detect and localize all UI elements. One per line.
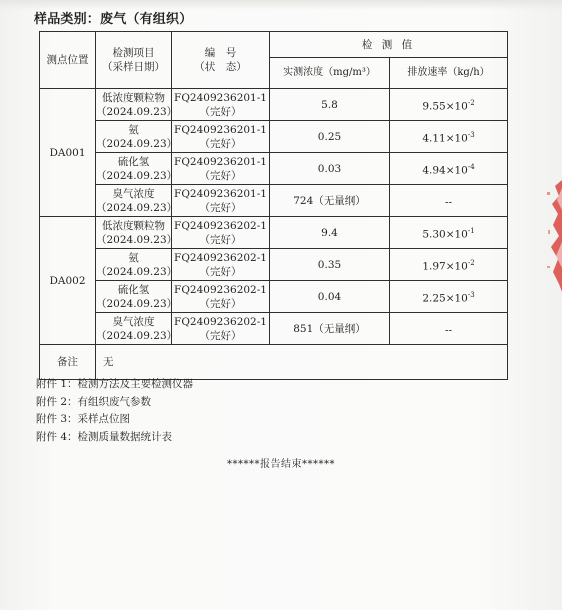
table-row bbox=[40, 313, 508, 345]
rate-cell bbox=[390, 153, 508, 185]
header-code-line1: 编 号 bbox=[204, 47, 237, 59]
rate-cell bbox=[390, 89, 508, 121]
code-cell bbox=[172, 249, 270, 281]
sample-code: FQ2409236201-1 bbox=[174, 155, 267, 168]
rate-exponent: -3 bbox=[467, 290, 475, 299]
rate-mantissa: -- bbox=[444, 324, 453, 337]
rate-exponent: -4 bbox=[467, 162, 475, 171]
code-cell bbox=[172, 281, 270, 313]
item-cell bbox=[96, 313, 178, 345]
header-item-line2: （采样日期） bbox=[102, 61, 165, 73]
item-name: 氨 bbox=[128, 251, 139, 264]
item-name: 氨 bbox=[128, 123, 139, 136]
table-row bbox=[40, 185, 508, 217]
item-cell bbox=[96, 153, 178, 185]
rate-exponent: -2 bbox=[467, 258, 475, 267]
rate-cell bbox=[390, 313, 508, 345]
header-concentration: 实测浓度（mg/m³） bbox=[270, 58, 390, 89]
item-cell bbox=[96, 121, 178, 153]
header-value-group: 检 测 值 bbox=[270, 32, 508, 58]
sample-code: FQ2409236202-1 bbox=[174, 219, 267, 232]
item-cell bbox=[96, 249, 178, 281]
sample-code: FQ2409236202-1 bbox=[174, 315, 267, 328]
item-name: 臭气浓度 bbox=[112, 187, 155, 200]
table-row bbox=[40, 281, 508, 313]
rate-mantissa: 9.55×10 bbox=[422, 100, 468, 113]
item-date: （2024.09.23） bbox=[96, 265, 178, 278]
sample-code: FQ2409236202-1 bbox=[174, 251, 267, 264]
rate-cell bbox=[390, 217, 508, 249]
header-rate: 排放速率（kg/h） bbox=[390, 58, 508, 89]
concentration-cell: 0.04 bbox=[270, 281, 390, 313]
attachment-item: 附件 2：有组织废气参数 bbox=[36, 395, 152, 408]
sample-status: （完好） bbox=[199, 297, 242, 310]
table-row bbox=[40, 121, 508, 153]
item-cell bbox=[96, 217, 178, 249]
concentration-cell: 9.4 bbox=[270, 217, 390, 249]
code-cell bbox=[172, 153, 270, 185]
concentration-cell: 724（无量纲） bbox=[270, 185, 390, 217]
rate-cell bbox=[390, 249, 508, 281]
code-cell bbox=[172, 185, 270, 217]
header-item bbox=[96, 32, 172, 89]
table-header-row-1 bbox=[40, 32, 508, 58]
sample-status: （完好） bbox=[199, 329, 242, 342]
item-name: 硫化氢 bbox=[117, 283, 150, 296]
item-cell bbox=[96, 89, 178, 121]
sample-code: FQ2409236202-1 bbox=[174, 283, 267, 296]
code-cell bbox=[172, 313, 270, 345]
concentration-cell: 0.03 bbox=[270, 153, 390, 185]
sample-status: （完好） bbox=[199, 265, 242, 278]
point-cell-da001: DA001 bbox=[40, 89, 96, 217]
rate-cell bbox=[390, 185, 508, 217]
sample-status: （完好） bbox=[199, 233, 242, 246]
sample-category-title: 样品类别：废气（有组织） bbox=[34, 12, 193, 27]
note-value: 无 bbox=[96, 345, 508, 380]
header-item-line1: 检测项目 bbox=[112, 47, 155, 59]
concentration-cell: 0.35 bbox=[270, 249, 390, 281]
item-date: （2024.09.23） bbox=[96, 169, 178, 182]
table-row bbox=[40, 249, 508, 281]
rate-mantissa: 4.94×10 bbox=[422, 164, 468, 177]
table-row bbox=[40, 153, 508, 185]
item-date: （2024.09.23） bbox=[96, 201, 178, 214]
item-name: 低浓度颗粒物 bbox=[102, 219, 165, 232]
item-name: 臭气浓度 bbox=[112, 315, 155, 328]
sample-code: FQ2409236201-1 bbox=[174, 91, 267, 104]
rate-exponent: -3 bbox=[467, 130, 475, 139]
header-code bbox=[172, 32, 270, 89]
code-cell bbox=[172, 121, 270, 153]
rate-cell bbox=[390, 281, 508, 313]
item-date: （2024.09.23） bbox=[96, 105, 178, 118]
item-date: （2024.09.23） bbox=[96, 297, 178, 310]
point-cell-da002: DA002 bbox=[40, 217, 96, 345]
item-cell bbox=[96, 185, 178, 217]
code-cell bbox=[172, 89, 270, 121]
sample-status: （完好） bbox=[199, 169, 242, 182]
item-cell bbox=[96, 281, 178, 313]
report-end-mark: ******报告结束****** bbox=[227, 459, 335, 470]
rate-mantissa: 1.97×10 bbox=[422, 260, 468, 273]
attachment-item: 附件 1：检测方法及主要检测仪器 bbox=[36, 378, 194, 390]
sample-code: FQ2409236201-1 bbox=[174, 187, 267, 200]
seal-stamp-edge bbox=[544, 180, 562, 292]
concentration-cell: 851（无量纲） bbox=[270, 313, 390, 345]
concentration-cell: 5.8 bbox=[270, 89, 390, 121]
rate-exponent: -1 bbox=[467, 226, 475, 235]
sample-status: （完好） bbox=[199, 201, 242, 214]
waste-gas-results-table bbox=[39, 31, 508, 380]
rate-mantissa: 5.30×10 bbox=[422, 228, 468, 241]
code-cell bbox=[172, 217, 270, 249]
attachment-item: 附件 4：检测质量数据统计表 bbox=[36, 430, 173, 443]
concentration-cell: 0.25 bbox=[270, 121, 390, 153]
rate-exponent: -2 bbox=[467, 98, 475, 107]
attachment-item: 附件 3：采样点位图 bbox=[36, 413, 131, 425]
header-code-line2: （状 态） bbox=[194, 61, 247, 73]
sample-status: （完好） bbox=[199, 105, 242, 118]
item-name: 低浓度颗粒物 bbox=[102, 91, 165, 104]
header-point: 测点位置 bbox=[40, 32, 96, 89]
note-label: 备注 bbox=[40, 345, 96, 380]
rate-mantissa: -- bbox=[444, 196, 453, 209]
sample-status: （完好） bbox=[199, 137, 242, 150]
item-date: （2024.09.23） bbox=[96, 329, 178, 342]
item-date: （2024.09.23） bbox=[96, 137, 178, 150]
rate-cell bbox=[390, 121, 508, 153]
item-name: 硫化氢 bbox=[117, 155, 150, 168]
item-date: （2024.09.23） bbox=[96, 233, 178, 246]
attachments-list bbox=[36, 376, 193, 446]
rate-mantissa: 2.25×10 bbox=[422, 292, 468, 305]
table-row bbox=[40, 217, 508, 249]
notes-row bbox=[40, 345, 508, 380]
table-body bbox=[40, 32, 508, 380]
rate-mantissa: 4.11×10 bbox=[422, 132, 468, 145]
table-row bbox=[40, 89, 508, 121]
sample-code: FQ2409236201-1 bbox=[174, 123, 267, 136]
